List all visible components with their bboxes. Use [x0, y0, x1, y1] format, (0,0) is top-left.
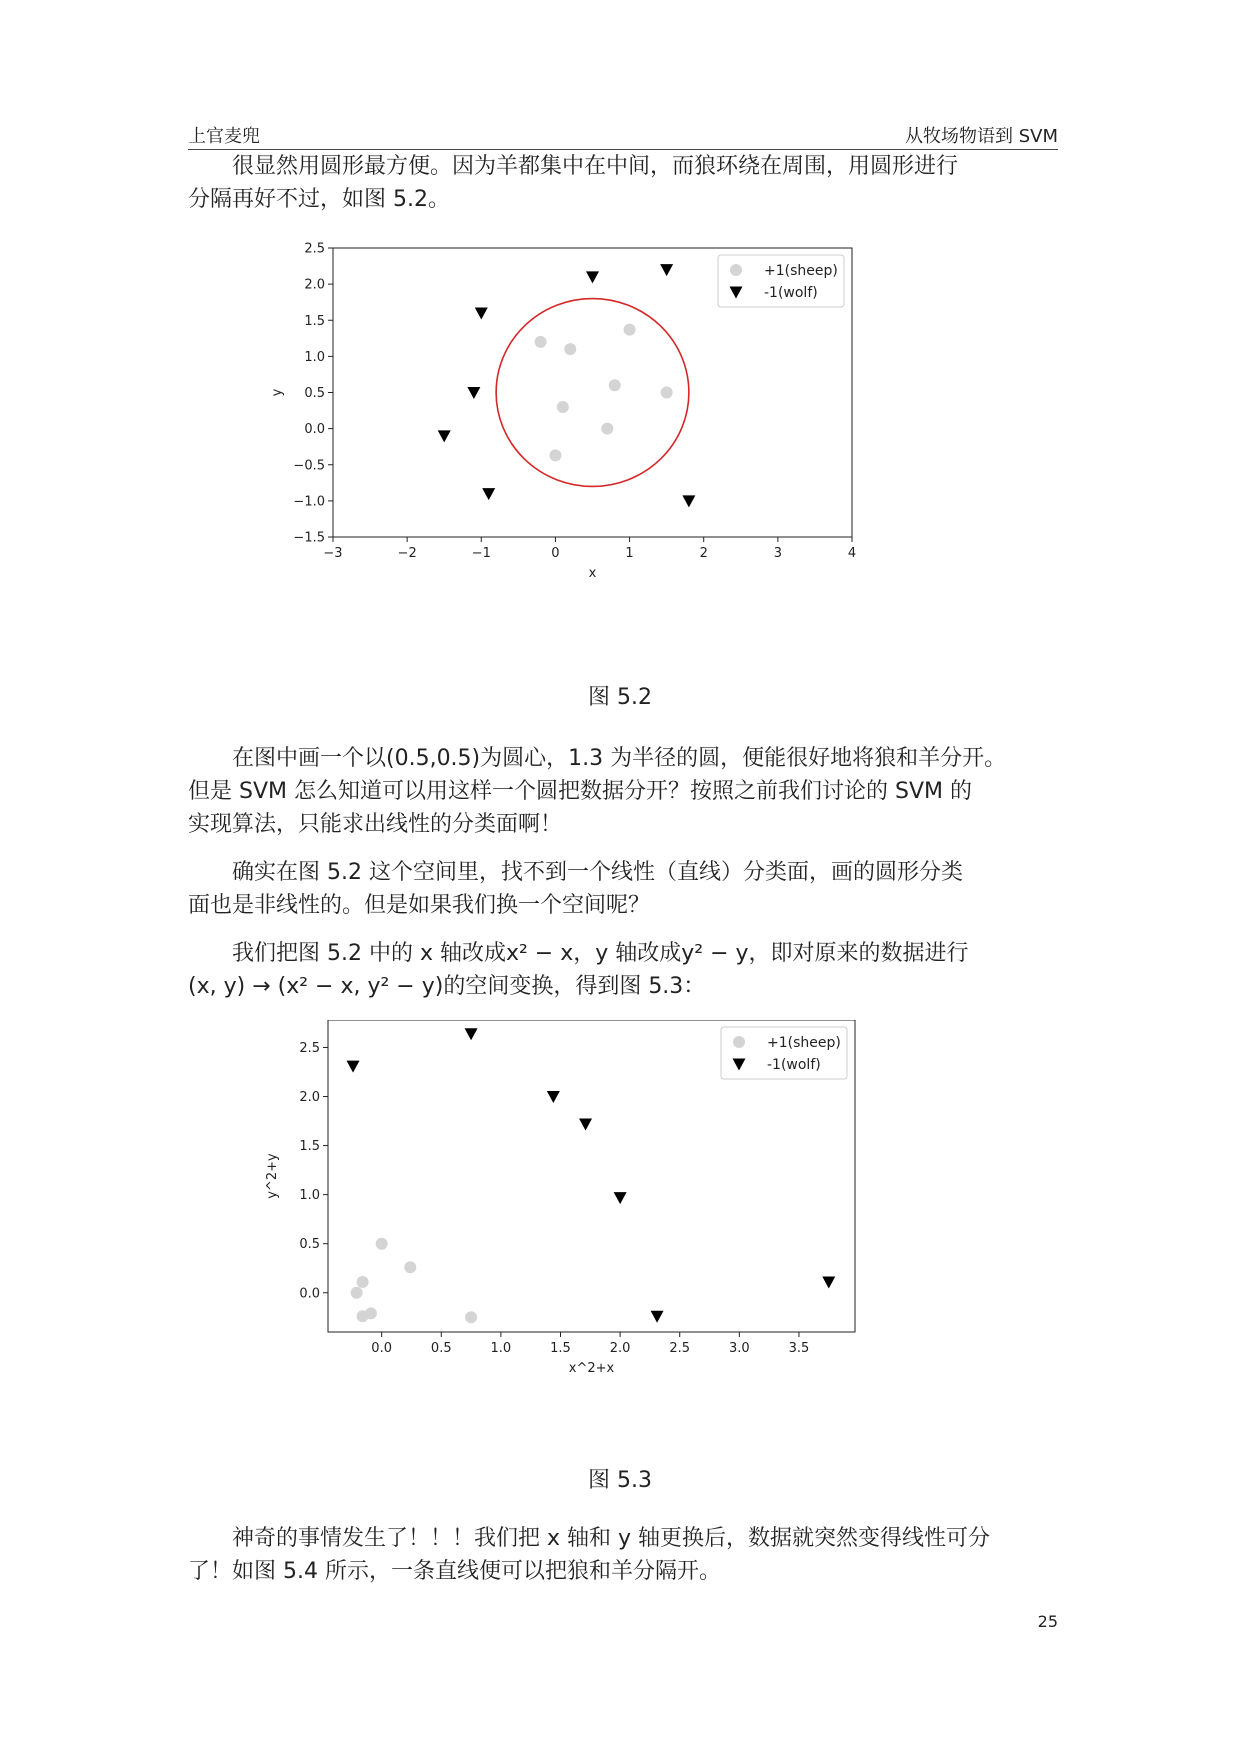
- y-tick-label: −1.5: [293, 530, 325, 546]
- legend-sheep-marker: [730, 264, 742, 276]
- x-tick-label: 2: [699, 546, 708, 561]
- sheep-point: [661, 387, 673, 399]
- header-title: 从牧场物语到 SVM: [905, 126, 1058, 147]
- y-axis-label: y^2+y: [265, 1153, 280, 1199]
- x-tick-label: 0.0: [371, 1341, 392, 1356]
- page-number: 25: [1037, 1612, 1058, 1631]
- y-tick-label: 1.0: [299, 1188, 320, 1204]
- figure-5-3-chart: [255, 1020, 985, 1440]
- sheep-point: [535, 336, 547, 348]
- sheep-point: [357, 1276, 369, 1288]
- y-tick-label: 1.5: [304, 313, 325, 329]
- legend-label: -1(wolf): [767, 1057, 821, 1073]
- paragraph-line: 但是 SVM 怎么知道可以用这样一个圆把数据分开？按照之前我们讨论的 SVM 的: [188, 779, 972, 804]
- paragraph-2: [188, 742, 1058, 841]
- y-tick-label: 1.5: [299, 1139, 320, 1155]
- x-tick-label: 0: [551, 546, 560, 561]
- x-tick-label: 3.0: [729, 1341, 750, 1356]
- sheep-point: [465, 1311, 477, 1323]
- paragraph-line: 实现算法，只能求出线性的分类面啊！: [188, 812, 563, 837]
- sheep-point: [365, 1307, 377, 1319]
- paragraph-line: 神奇的事情发生了！！！我们把 x 轴和 y 轴更换后，数据就突然变得线性可分: [232, 1526, 991, 1551]
- sheep-point: [351, 1287, 363, 1299]
- x-tick-label: 4: [847, 546, 857, 561]
- y-tick-label: 2.0: [299, 1090, 320, 1106]
- x-tick-label: 2.0: [609, 1341, 631, 1356]
- paragraph-4: [188, 937, 1058, 1003]
- y-tick-label: 0.5: [299, 1237, 320, 1253]
- paragraph-line: 我们把图 5.2 中的 x 轴改成x² − x，y 轴改成y² − y，即对原来的数据进行: [232, 941, 969, 966]
- sheep-point: [564, 343, 576, 355]
- y-tick-label: 2.5: [304, 241, 325, 257]
- x-tick-label: 1.5: [550, 1341, 571, 1356]
- y-tick-label: 1.0: [304, 349, 325, 365]
- paragraph-5: [188, 1522, 1058, 1588]
- x-tick-label: 3.5: [788, 1341, 810, 1356]
- sheep-point: [404, 1261, 416, 1273]
- y-tick-label: 2.5: [299, 1040, 320, 1056]
- sheep-point: [609, 379, 621, 391]
- y-tick-label: 0.0: [304, 422, 325, 438]
- y-axis-label: y: [270, 388, 285, 397]
- paragraph-line: 确实在图 5.2 这个空间里，找不到一个线性（直线）分类面，画的圆形分类: [232, 860, 963, 885]
- x-tick-label: −1: [471, 546, 491, 561]
- legend-label: +1(sheep): [764, 263, 838, 279]
- paragraph-line: 很显然用圆形最方便。因为羊都集中在中间，而狼环绕在周围，用圆形进行: [232, 154, 959, 179]
- figure-5-2-chart: [255, 235, 985, 655]
- header-author: 上官麦兜: [188, 126, 260, 147]
- paragraph-3: [188, 856, 1058, 922]
- sheep-point: [376, 1238, 388, 1250]
- paragraph-line: (x, y) → (x² − x, y² − y)的空间变换，得到图 5.3：: [188, 974, 706, 999]
- paragraph-line: 了！如图 5.4 所示，一条直线便可以把狼和羊分隔开。: [188, 1559, 721, 1584]
- x-axis-label: x^2+x: [568, 1361, 615, 1376]
- x-tick-label: 2.5: [669, 1341, 691, 1356]
- legend-label: +1(sheep): [767, 1035, 841, 1051]
- x-tick-label: 1.0: [490, 1341, 512, 1356]
- sheep-point: [557, 401, 569, 413]
- paragraph-1: [188, 150, 1058, 216]
- x-tick-label: 1: [625, 546, 634, 561]
- sheep-point: [549, 449, 561, 461]
- legend-label: -1(wolf): [764, 285, 818, 301]
- y-tick-label: 2.0: [304, 277, 325, 293]
- x-tick-label: −3: [323, 546, 343, 561]
- x-tick-label: 3: [773, 546, 782, 561]
- figure-5-3-caption: 图 5.3: [588, 1468, 652, 1493]
- y-tick-label: 0.5: [304, 386, 325, 401]
- sheep-point: [624, 324, 636, 336]
- x-tick-label: −2: [397, 546, 417, 561]
- y-tick-label: −0.5: [293, 458, 325, 474]
- sheep-point: [601, 423, 613, 435]
- legend-sheep-marker: [733, 1036, 745, 1048]
- figure-5-2-caption: 图 5.2: [588, 685, 652, 710]
- y-tick-label: −1.0: [293, 494, 325, 510]
- x-axis-label: x: [588, 566, 597, 581]
- paragraph-line: 面也是非线性的。但是如果我们换一个空间呢？: [188, 893, 651, 918]
- y-tick-label: 0.0: [299, 1286, 320, 1302]
- paragraph-line: 在图中画一个以(0.5,0.5)为圆心，1.3 为半径的圆，便能很好地将狼和羊分开。: [232, 746, 1007, 771]
- x-tick-label: 0.5: [430, 1341, 452, 1356]
- paragraph-line: 分隔再好不过，如图 5.2。: [188, 187, 450, 212]
